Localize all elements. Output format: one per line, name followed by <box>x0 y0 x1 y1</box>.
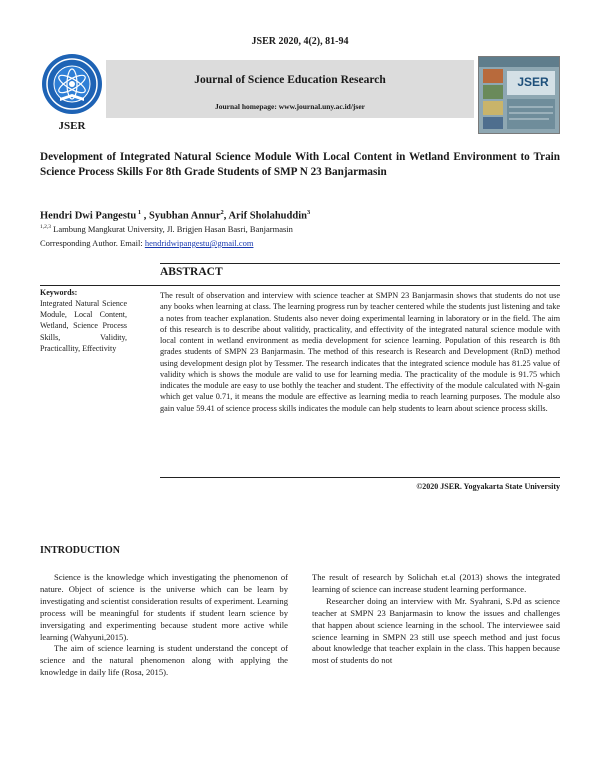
author-name: Syubhan Annur <box>149 210 221 222</box>
keywords-label: Keywords: <box>40 288 78 297</box>
corresponding-author <box>40 238 560 248</box>
author-affiliation-sup: 3 <box>306 209 311 216</box>
journal-volume-info: JSER 2020, 4(2), 81-94 <box>251 36 349 47</box>
abstract-body: The result of observation and interview with science teacher at SMPN 23 Banjarmasin shows that students do not use any books when learning at class. The learning progress run by teacher centered while the students just listening and take a notes from teacher explanation. Students also never doing experimental learning in laboratory or in the field. The aim of this research is to describe about valitidy, practicality, and effectivity of the integrated natural science module with local content in wetland environment as media development for science learning. Population of this research is 8th grades students of SMPN 23 Banjarmasin. The method of this research is Research and Development (RnD) method using development design plot by Tessmer. The research indicates that the integrated science module has 81.25 value of validity which is shows the module are valid to use for learning media. The practicality of the module is 91.75 which indicates the module are easy to use bothly the teacher and student. The effectivity of the module calculated with N-gain which get value 0.71, it means the module are effective as learning media to reach learning purposes. The module also gain value 59.41 of science process skills indicates the module can help students to learn about science process skills. <box>160 291 560 413</box>
abstract-heading: ABSTRACT <box>160 266 223 278</box>
author-name: Hendri Dwi Pangestu <box>40 210 137 222</box>
jser-logo-icon <box>40 52 104 116</box>
copyright-notice: ©2020 JSER. Yogyakarta State University <box>416 482 560 491</box>
author-name: Arif Sholahuddin <box>228 210 307 222</box>
journal-homepage: Journal homepage: www.journal.uny.ac.id/jser <box>214 102 365 111</box>
author-separator: , <box>223 210 229 222</box>
author-affiliation-sup: 2 <box>220 209 224 216</box>
keywords-list: Integrated Natural Science Module, Local Content, Wetland, Science Process Skills, Validity, Practicallity, Effectivity <box>40 299 127 353</box>
affiliation-text: Lambung Mangkurat University, Jl. Brigjen Hasan Basri, Banjarmasin <box>51 224 293 234</box>
journal-name: Journal of Science Education Research <box>194 74 386 86</box>
section-heading-introduction: INTRODUCTION <box>40 545 121 556</box>
author-separator: , <box>141 210 150 222</box>
paragraph: The aim of science learning is student understand the concept of science and the natural phenomenon along with applying the knowledge in daily life (Rosa, 2015). <box>40 643 288 678</box>
paragraph: The result of research by Solichah et.al (2013) shows the integrated learning of science can increase student learning performance. <box>312 572 560 594</box>
divider <box>160 263 560 264</box>
cover-label: JSER <box>517 75 549 89</box>
affiliation <box>40 224 560 234</box>
divider <box>40 285 560 286</box>
author-list <box>40 209 560 222</box>
author-affiliation-sup: 1 <box>136 209 142 216</box>
journal-cover-image <box>478 56 560 134</box>
corresponding-label: Corresponding Author. Email: <box>40 238 145 248</box>
logo-caption: JSER <box>58 120 86 132</box>
corresponding-email-link[interactable]: hendridwipangestu@gmail.com <box>144 238 254 248</box>
intro-column-left <box>40 572 288 679</box>
divider <box>160 477 560 478</box>
affiliation-sup: 1,2,3 <box>40 224 51 231</box>
intro-column-right <box>312 572 560 667</box>
paragraph: Researcher doing an interview with Mr. Syahrani, S.Pd as science teacher at SMPN 23 Banjarmasin to know the issues and challenges that happen about science learning in the school. The interviewee said science learning in SMPN 23 still use speech method and just focus about knowledge that teacher explain in the class. This happen because most of students do not <box>312 595 560 666</box>
paper-title: Development of Integrated Natural Science Module With Local Content in Wetland Environment to Train Science Process Skills For 8th Grade Students of SMP N 23 Banjarmasin <box>40 151 560 178</box>
paragraph: Science is the knowledge which investigating the phenomenon of nature. Object of science is the universe which can be learn by investigating and scientist consideration results of experiment. Learning process will be meaningful for students if student learn science by inversigating and experimenting because student more active while learning (Wahyuni,2015). <box>40 572 288 642</box>
